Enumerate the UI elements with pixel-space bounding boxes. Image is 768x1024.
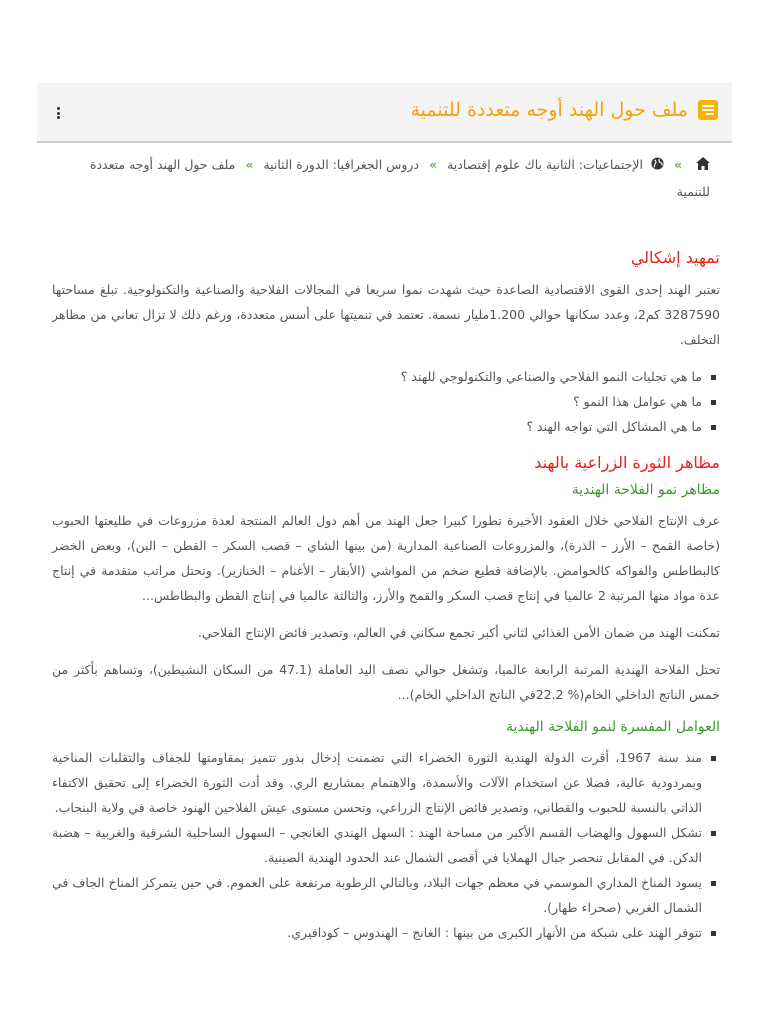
intro-heading: تمهيد إشكالي — [630, 248, 720, 267]
list-item: تشكل السهول والهضاب القسم الأكبر من مساحة الهند : السهل الهندي الغانجي – السهول الساحلية الشرقية والغربية – هضبة الدكن. في المقابل تنحصر جبال الهملايا في أقصى الشمال عند الحدود الهندية الصينية. — [52, 820, 702, 870]
list-item: ما هي تجليات النمو الفلاحي والصناعي والتكنولوجي للهند ؟ — [52, 364, 702, 389]
page-title: ملف حول الهند أوجه متعددة للتنمية — [410, 99, 688, 121]
breadcrumb — [86, 152, 710, 205]
header-title-wrap — [410, 99, 718, 121]
factors-list — [52, 745, 720, 945]
document-icon — [698, 100, 718, 120]
breadcrumb-separator: » — [673, 157, 683, 172]
factors-subheading: العوامل المفسرة لنمو الفلاحة الهندية — [506, 719, 720, 735]
breadcrumb-item-lessons[interactable]: دروس الجغرافيا: الدورة الثانية — [263, 157, 420, 172]
list-item: يسود المناخ المداري الموسمي في معظم جهات البلاد، وبالتالي الرطوبة مرتفعة على العموم. في حين يتمركز المناخ الجاف في الشمال الغربي (صحراء طهار). — [52, 870, 702, 920]
breadcrumb-separator: » — [429, 157, 438, 172]
header-card — [37, 83, 732, 143]
globe-icon — [651, 153, 664, 179]
agri-heading: مظاهر الثورة الزراعية بالهند — [534, 453, 720, 472]
home-icon[interactable] — [696, 153, 710, 179]
intro-paragraph: تعتبر الهند إحدى القوى الاقتصادية الصاعدة حيث شهدت نموا سريعا في المجالات الفلاحية والصناعية والتكنولوجية. تبلغ مساحتها 3287590 كم2، وعدد سكانها حوالي 1.200مليار نسمة. تعتمد في تنميتها على أسس متعددة، ورغم ذلك لا تزال تعاني من مظاهر التخلف. — [52, 282, 721, 347]
agri-subheading: مظاهر نمو الفلاحة الهندية — [571, 482, 720, 498]
more-vert-icon[interactable] — [57, 107, 61, 121]
breadcrumb-item-current: ملف حول الهند أوجه متعددة للتنمية — [89, 157, 710, 199]
agri-paragraph-1: عرف الإنتاج الفلاحي خلال العقود الأخيرة تطورا كبيرا جعل الهند من أهم دول العالم المنتجة لعدة مزروعات في طليعتها الحبوب (خاصة القمح – الأرز – الذرة)، والمزروعات الصناعية المدارية (من بينها الشاي – قصب السكر – القطن – البن)، وبعض الخضر كالبطاطس والفواكه كالحوامض. بالإضافة قطيع ضخم من المواشي (الأبقار – الأغنام – الخنازير). وتحتل مراتب متقدمة في إنتاج عدة مواد منها المرتبة 2 عالميا في إنتاج قصب السكر والقمح والأرز، والثالثة عالميا في إنتاج القطن والبطاطس... — [52, 513, 720, 603]
agri-paragraph-2: تمكنت الهند من ضمان الأمن الغذائي لثاني أكبر تجمع سكاني في العالم، وتصدير فائض الإنتاج الفلاحي. — [197, 625, 720, 640]
list-item: ما هي المشاكل التي تواجه الهند ؟ — [52, 414, 702, 439]
intro-questions-list — [52, 364, 720, 439]
article-content — [52, 240, 720, 959]
breadcrumb-item-course[interactable]: الإجتماعيات: الثانية باك علوم إقتصادية — [447, 157, 643, 172]
breadcrumb-separator: » — [245, 157, 254, 172]
list-item: تتوفر الهند على شبكة من الأنهار الكبرى من بينها : الغانج – الهندوس – كودافيري. — [52, 920, 702, 945]
list-item: منذ سنة 1967، أقرت الدولة الهندية الثورة الخضراء التي تضمنت إدخال بذور تتميز بمقاومتها للجفاف والتقلبات المناخية وبمردودية عالية، فضلا عن استخدام الآلات والأسمدة، والاهتمام بمشاريع الري. وقد أدت الثورة الخضراء إلى تحقيق الاكتفاء الذاتي بالنسبة للحبوب والقطاني، وتصدير فائض الإنتاج الزراعي، وتحسن مستوى عيش الفلاحين الهنود خاصة في ولاية البنجاب. — [52, 745, 702, 820]
agri-paragraph-3: تحتل الفلاحة الهندية المرتبة الرابعة عالميا، وتشغل حوالي نصف اليد العاملة (47.1 من السكان النشيطين)، وتساهم بأكثر من خمس الناتج الداخلي الخام(% 22.2في الناتج الداخلي الخام)... — [52, 662, 721, 702]
list-item: ما هي عوامل هذا النمو ؟ — [52, 389, 702, 414]
